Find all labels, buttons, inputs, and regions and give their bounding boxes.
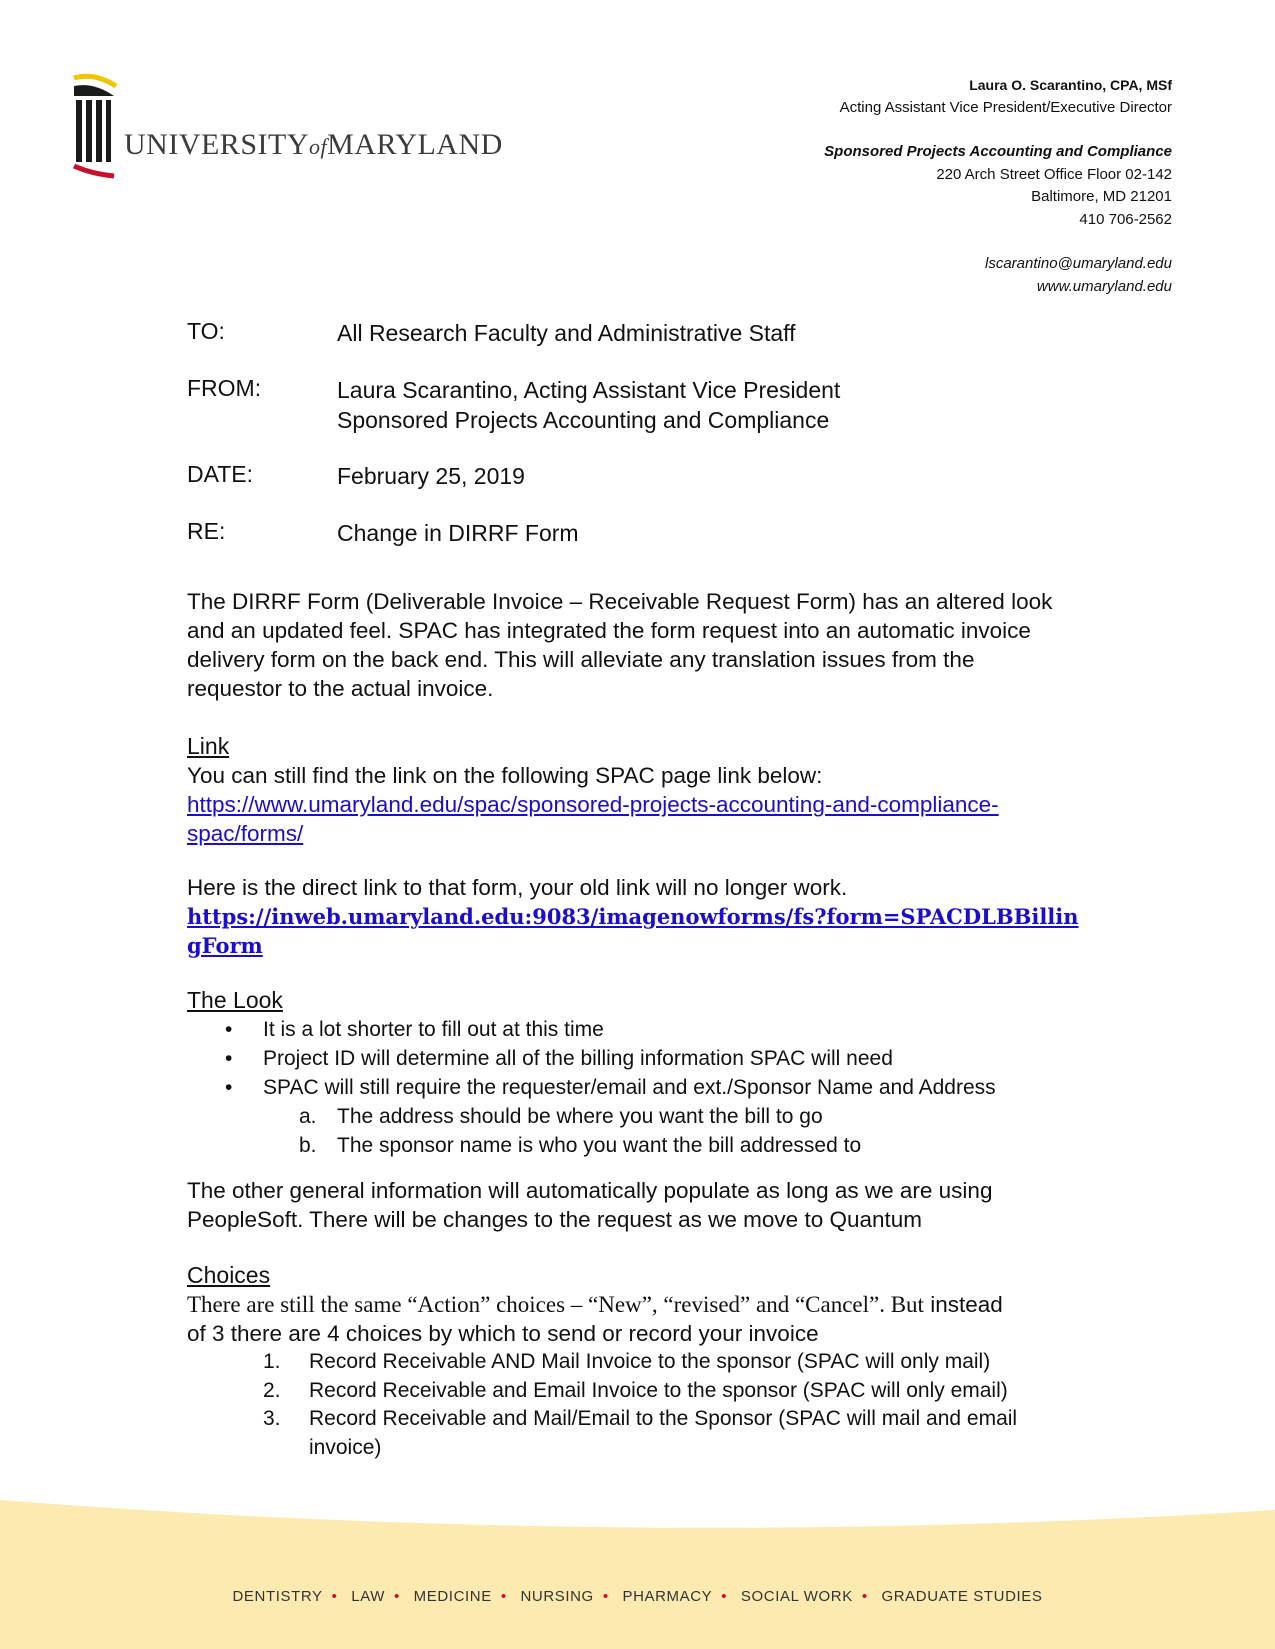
footer-school: LAW <box>351 1588 386 1605</box>
link-text: You can still find the link on the following SPAC page link below: <box>187 763 823 788</box>
footer-school: SOCIAL WORK <box>740 1588 853 1605</box>
contact-address2: Baltimore, MD 21201 <box>1031 188 1172 205</box>
memo-body <box>187 587 1087 1462</box>
list-item: 2. Record Receivable and Email Invoice to the sponsor (SPAC will only email) <box>263 1378 1008 1402</box>
dome-logo-icon <box>72 72 122 184</box>
logo-wordmark: UNIVERSITYofMARYLAND <box>124 128 503 161</box>
look-bullets <box>187 1015 1087 1102</box>
university-logo <box>72 72 503 192</box>
look-after-line: PeopleSoft. There will be changes to the request as we move to Quantum <box>187 1207 923 1232</box>
list-item: • It is a lot shorter to fill out at this time <box>187 1015 1087 1044</box>
to-value: All Research Faculty and Administrative Staff <box>337 320 796 346</box>
bullet-icon: • <box>225 1047 233 1070</box>
re-label: RE: <box>187 518 226 544</box>
intro-line: requestor to the actual invoice. <box>187 676 494 701</box>
list-item: • Project ID will determine all of the billing information SPAC will need <box>187 1044 1087 1073</box>
contact-website[interactable]: www.umaryland.edu <box>1036 277 1172 295</box>
intro-line: delivery form on the back end. This will alleviate any translation issues from the <box>187 647 975 672</box>
list-item: 1. Record Receivable AND Mail Invoice to the sponsor (SPAC will only mail) <box>263 1350 991 1373</box>
direct-form-link[interactable]: https://inweb.umaryland.edu:9083/imagenowforms/fs?form=SPACDLBBillin <box>187 904 1079 929</box>
date-label: DATE: <box>187 461 254 487</box>
list-item: 3. Record Receivable and Mail/Email to the Sponsor (SPAC will mail and email <box>263 1407 1018 1430</box>
list-item: b. The sponsor name is who you want the bill addressed to <box>299 1134 862 1157</box>
footer-schools: DENTISTRY • LAW • MEDICINE • NURSING • PHARMACY • SOCIAL WORK • GRADUATE STUDIES <box>232 1588 1043 1605</box>
from-label: FROM: <box>187 375 262 401</box>
bullet-icon: • <box>225 1076 233 1099</box>
link-heading: Link <box>187 733 230 759</box>
choices-line1: There are still the same “Action” choices – “New”, “revised” and “Cancel”. But instead <box>187 1292 1003 1317</box>
bullet-icon: • <box>225 1018 233 1041</box>
contact-phone: 410 706-2562 <box>1079 210 1172 228</box>
re-value: Change in DIRRF Form <box>337 520 579 546</box>
direct-form-link-cont[interactable]: gForm <box>187 933 263 958</box>
look-heading: The Look <box>187 987 283 1013</box>
look-sub-list <box>187 1102 1087 1160</box>
intro-line: and an updated feel. SPAC has integrated the form request into an automatic invoice <box>187 618 1031 643</box>
footer-school: PHARMACY <box>622 1588 713 1605</box>
choices-list <box>187 1348 1087 1462</box>
intro-paragraph <box>187 587 1087 703</box>
list-item: • SPAC will still require the requester/email and ext./Sponsor Name and Address <box>187 1073 1087 1102</box>
contact-name: Laura O. Scarantino, CPA, MSf <box>969 77 1172 93</box>
list-item-continuation: invoice) <box>309 1435 382 1459</box>
choices-heading: Choices <box>187 1262 271 1288</box>
list-item: a. The address should be where you want the bill to go <box>299 1105 823 1128</box>
footer-school: MEDICINE <box>413 1588 492 1605</box>
from-line2: Sponsored Projects Accounting and Compliance <box>337 407 830 433</box>
look-after-line: The other general information will automatically populate as long as we are using <box>187 1178 993 1203</box>
contact-address1: 220 Arch Street Office Floor 02-142 <box>936 165 1172 183</box>
date-value: February 25, 2019 <box>337 463 525 489</box>
footer-band <box>0 1480 1275 1649</box>
contact-email[interactable]: lscarantino@umaryland.edu <box>985 255 1172 272</box>
footer-school: NURSING <box>520 1588 594 1605</box>
footer-school: DENTISTRY <box>232 1588 323 1605</box>
spac-forms-link-cont[interactable]: spac/forms/ <box>187 821 304 846</box>
contact-title: Acting Assistant Vice President/Executive Director <box>839 98 1172 116</box>
spac-forms-link[interactable]: https://www.umaryland.edu/spac/sponsored-projects-accounting-and-compliance- <box>187 792 999 817</box>
intro-line: The DIRRF Form (Deliverable Invoice – Receivable Request Form) has an altered look <box>187 589 1053 614</box>
footer-school: GRADUATE STUDIES <box>881 1588 1043 1605</box>
direct-link-text: Here is the direct link to that form, your old link will no longer work. <box>187 875 848 900</box>
contact-block <box>824 74 1172 298</box>
contact-dept: Sponsored Projects Accounting and Compliance <box>824 143 1172 160</box>
to-label: TO: <box>187 318 225 344</box>
choices-line2: of 3 there are 4 choices by which to send or record your invoice <box>187 1321 819 1346</box>
from-line1: Laura Scarantino, Acting Assistant Vice President <box>337 377 841 403</box>
